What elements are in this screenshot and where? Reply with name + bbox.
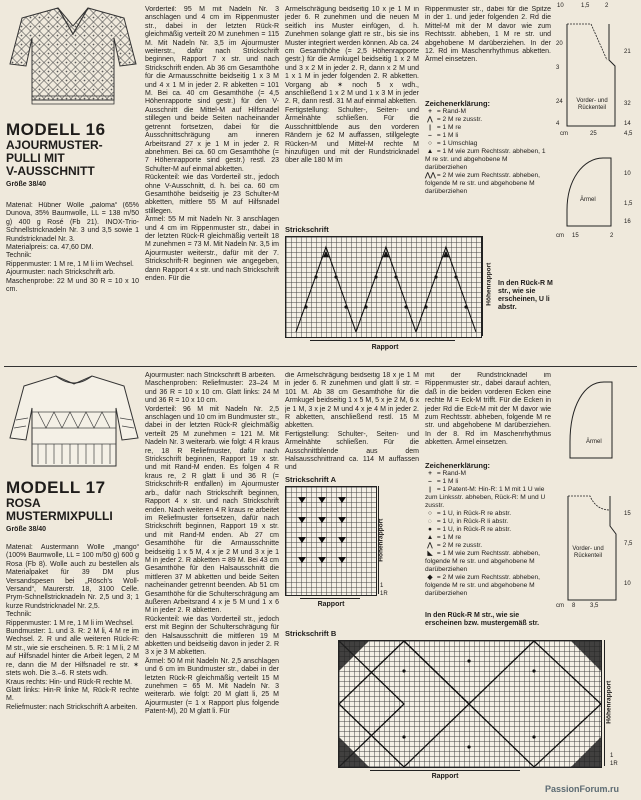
m16-legend-symbol: – — [428, 132, 432, 140]
chart-a-grid — [285, 486, 377, 596]
chart-b-rapport-line — [370, 770, 520, 771]
m17-legend-item — [425, 518, 551, 526]
schematic-17-sleeve-label: Ärmel — [586, 439, 602, 445]
m17-legend-text: = Rand-M — [435, 470, 466, 478]
m17-legend-symbol: ⋀ — [427, 542, 433, 550]
dim-16-bottom-c: 4,5 — [624, 131, 633, 137]
dim-17-c: 15 — [624, 511, 631, 517]
chart-b-hoehen-label: Höhenrapport — [605, 680, 613, 724]
m17-legend-symbol: ◆ — [427, 574, 433, 582]
m17-legend-item — [425, 486, 551, 510]
m17-legend-item — [425, 478, 551, 486]
m16-legend-symbol: ⋀⋀ — [425, 172, 436, 180]
model-16-col3: Ärmelschrägung beidseitig 10 x je 1 M in jeder 6. R zunehmen und die neuen M seitlich ins Muster einfügen, d. h. Zunehmen solange glatt re str., bis sie ins Muster integriert werden können. Ab ca. 24 cm Gesamthöhe (= 2,5 Höhenrapporte gestr.) für die Armkugel beidseitig 1 x 2 M und 3 x 2 M in jeder 2. R, dann x 2 M und 1 x 1 M in jeder folgenden 2. R abketten. Vorgang ab ✶ noch 5 x wdh., anschließend 1 x 2 M und 1 x 3 M in jeder 2. R, dann restl. 31 M auf einmal abketten. Fertigstellung: Schulter-, Seiten- und Ärmelnähte schließen. Für die Ausschnittblende aus den vorderen Rändern je 62 M auffassen, stillgelegte Rücken-M und Mittel-M rechte M hinzufügen und mit der Rundstricknadel über alle 180 M im — [285, 6, 419, 165]
dim-16-right-c: 14 — [624, 121, 631, 127]
dim-17-e: 10 — [624, 581, 631, 587]
m16-legend-item — [425, 116, 551, 124]
model-16-col1: Material: Hübner Wolle „paloma“ (65% Dunova, 35% Baumwolle, LL = 138 m/50 g) 400 g Rosé (Fb 21). INOX-Trio-Schnellstricknadeln Nr. 3 und 3,5 sowie 1 Rundstricknadel Nr. 3. Materialpreis: ca. 47,60 DM. Technik: Rippenmuster: 1 M re, 1 M li im Wechsel. Ajourmuster: nach Strickschrift arb. Maschenprobe: 22 M und 30 R = 10 x 10 cm. — [6, 202, 139, 294]
m17-legend-symbol: ◣ — [427, 550, 433, 558]
m17-legend-symbol: ○ — [428, 510, 432, 518]
dim-16-sleeve-b: 2 — [610, 233, 614, 239]
chart-a-rapport-line — [300, 598, 360, 599]
chart-16-title: Strickschrift — [285, 225, 329, 234]
chart-16-note: In den Rück-R M str., wie sie erscheinen, U li abstr. — [498, 280, 553, 311]
m16-legend-text: = 1 M wie zum Rechtsstr. abheben, 1 M re str. und abgehobene M darüberziehen — [425, 148, 546, 172]
model-17-legend — [425, 462, 551, 598]
model-16-legend — [425, 100, 551, 196]
m17-legend-symbol: ◌ — [428, 518, 432, 526]
dim-16-sleeve-c: 10 — [624, 171, 631, 177]
chart-b-row-1r: 1R — [610, 761, 618, 767]
chart-16-grid — [285, 236, 482, 338]
model-17-col3: die Ärmelschrägung beidseitig 18 x je 1 M in jeder 6. R zunehmen und glatt li str. = 101 M. Ab 38 cm Gesamthöhe für die Armkugel beidseitig 1 x 5 M, 5 x je 2 M, 6 x je 1 M, 3 x je 2 M und 4 x je 4 M in jeder 2. R abketten, anschließend restl. 15 M abketten. Fertigstellung: Schulter-, Seiten- und Ärmelnähte schließen. Für die Ausschnittblende aus dem Halsausschnittrand ca. 114 M auffassen und — [285, 372, 419, 472]
dim-16-sleeve-e: 16 — [624, 219, 631, 225]
dim-16-side-c: 24 — [556, 99, 563, 105]
chart-a-hoehen-label: Höhenrapport — [377, 518, 385, 562]
chart-16-rapport-line — [310, 340, 455, 341]
m16-legend-text: = 2 M re zusstr. — [435, 116, 483, 124]
m17-legend-item — [425, 574, 551, 598]
model-17-col2: Ajourmuster: nach Strickschrift B arbeiten. Maschenproben: Reliefmuster: 23–24 M und 36 R = 10 x 10 cm. Glatt links: 24 M und 36 R = 10 x 10 cm. Vorderteil: 96 M mit Nadeln Nr. 2,5 anschlagen und 10 cm im Bundmuster str., dabei in der letzten Rück-R gleichmäßig verteilt 25 M zunehmen = 121 M. Mit Nadeln Nr. 3 weiterarb. wie folgt: 4 R kraus re, 18 R Reliefmuster, dafür nach Strickschrift beginnen, Rapport 19 x str. und mit Rand-M enden. Es folgen 4 R kraus re, 2 R glatt li und 36 R (= Strickschrift-R entfallen) im Ajourmuster arb., dafür nach Strickschrift beginnen, Rapport 4 x str. und nach Strickschrift enden. Nach weiteren 4 R kraus re arbeitet im Reliefmuster fortsetzen, dafür nach Strickschrift beginnen, Rapport 19 x str. und mit Rand-M enden. Ab 27 cm Gesamthöhe für die Armausschnitte beidseitig 1 x 5 M, 4 x je 2 M und 3 x je 1 M in jeder 2. R abketten = 89 M. Bei 43 cm Gesamthöhe für den Halsausschnitt die mittleren 37 M abketten und beide Seiten nacheinander getrennt beenden. Ab 51 cm Gesamthöhe für die Schulterschrägung am äußeren Arbeitsrand 4 x je 5 M und 1 x 6 M in jeder 2. R abketten. Rückenteil: wie das Vorderteil str., jedoch erst mit Beginn der Schulterschrägung für den Halsausschnitt die mittleren 19 M abketten und beidseitig davon in jeder 2. R 3 x je 3 M abketten. Ärmel: 50 M mit Nadeln Nr. 2,5 anschlagen und 6 cm im Bundmuster str., dabei in der letzten Rück-R gleichmäßig verteilt 15 M zunehmen = 65 M. Mit Nadeln Nr. 3 weiterarb. wie folgt: 20 M glatt li, 25 M Ajourmuster (= 1 x Rapport plus folgende Patent-M), 20 M glatt li. Für — [145, 372, 279, 716]
m17-legend-item — [425, 510, 551, 518]
chart-16-rapport-label: Rapport — [371, 344, 399, 351]
model-17-col1: Material: Austermann Wolle „mango“ (100% Baumwolle, LL = 100 m/50 g) 600 g Rosa (Fb 8). Wolle auch zu bestellen als Materialpaket für 39 DM plus Versandspesen bei „Rösch's Woll-Versand“, Maurerstr. 18, 3100 Celle. Prym-Schnellstricknadeln Nr. 2,5 und 3; 1 kurze Rundstricknadel Nr. 2,5. Technik: Rippenmuster: 1 M re, 1 M li im Wechsel. Bundmuster: 1. und 3. R: 2 M li, 4 M re im Wechsel. 2. R und alle weiteren Rück-R: M str., wie sie erscheinen. 5. R: 1 M li, 2 M auf Hilfsnadel hinter die Arbeit legen, 2 M re, dann die M der Hilfsnadel re str. ✶ stets woh. Die 3.–6. R stets wdh. Kraus rechts: Hin- und Rück-R rechte M. Glatt links: Hin-R linke M, Rück-R rechte M. Reliefmuster: nach Strickschrift A arbeiten. — [6, 544, 139, 711]
schematic-16-front-label: Vorder- und Rückenteil — [576, 98, 608, 111]
model-16-subtitle-2: PULLI MIT — [6, 151, 65, 165]
m16-legend-item — [425, 124, 551, 132]
model-16-title: MODELL 16 — [6, 120, 106, 139]
model-16-subtitle-1: AJOURMUSTER- — [6, 138, 103, 152]
m16-legend-item — [425, 172, 551, 196]
dim-16-right-b: 32 — [624, 101, 631, 107]
legend-17-title: Zeichenerklärung: — [425, 461, 491, 470]
m17-legend-symbol: ● — [428, 526, 432, 534]
dim-17-d: 7,5 — [624, 541, 633, 547]
m17-legend-text: = 1 M re — [435, 534, 462, 542]
model-16-subtitle-3: V-AUSSCHNITT — [6, 164, 95, 178]
schematic-16-sleeve-label: Ärmel — [580, 197, 596, 203]
dim-16-top-a: 10 — [557, 3, 564, 9]
m17-legend-symbol: | — [429, 486, 431, 494]
dim-16-top-c: 2 — [605, 3, 609, 9]
chart-b-title: Strickschrift B — [285, 629, 337, 638]
m16-legend-text: = 2 M wie zum Rechtsstr. abheben, folgende M re str. und abgehobene M darüberziehen — [425, 172, 541, 196]
chart-a-rapport-label: Rapport — [317, 601, 345, 608]
m16-legend-text: = 1 M re — [435, 124, 462, 132]
m16-legend-symbol: + — [428, 108, 432, 116]
model-16-col2: Vorderteil: 95 M mit Nadeln Nr. 3 anschlagen und 4 cm im Rippenmuster str., dabei in der letzten Rück-R gleichmäßig verteilt 20 M zunehmen = 115 M. Mit Nadeln Nr. 3,5 im Ajourmuster weiterstr., dafür nach Strickschrift beginnen, Rapport 7 x str. und nach Strickschrift enden. Ab 36 cm Gesamthöhe für die Armausschnitte beidseitig 1 x 3 M und 4 x 1 M in jeder 2. R abketten = 101 M. Bei ca. 40 cm Gesamthöhe (= 4,5 Höhenrapporte sind gestr.) für den V-Ausschnitt die Mittel-M auf Hilfsnadel stillegen und beide Seiten nacheinander getrennt fortsetzen, dabei für die Ausschnittschrägung am inneren Arbeitsrand 27 x je 1 M in jeder 2. R abnehmen. Bei ca. 60 cm Gesamthöhe (= 7 Höhenrapporte sind gestr.) restl. 23 Schulter-M auf einmal abketten. Rückenteil: wie das Vorderteil str., jedoch ohne V-Ausschnitt, d. h. bei ca. 60 cm Gesamthöhe beidseitig je 23 Schulter-M abketten, mittlere 55 M auf Hilfsnadel stillegen. Ärmel: 55 M mit Nadeln Nr. 3 anschlagen und 4 cm im Rippenmuster str., dabei in der letzten Rück-R gleichmäßig verteilt 18 M zunehmen = 73 M. Mit Nadeln Nr. 3,5 im Ajourmuster weiterstr., dafür mit der 7. Strickschrift-R beginnen wie angegeben, dann Rapport 4 x str. und nach Strickschrift enden. Für die — [145, 6, 279, 282]
model-17-col4: mit der Rundstricknadel im Rippenmuster str., dabei darauf achten, daß in die beiden vorderen Ecken eine rechte M = Eck-M trifft. Für die Ecken in jeder Rd die Eck-M mit der M davor wie zum Rechtsstr. abheben, folgende M re str. und abgehobene M darüberziehen. In der 8. Rd im Maschenrhythmus abketten. Ärmel einsetzen. — [425, 372, 551, 447]
dim-17-a: 8 — [572, 603, 576, 609]
m16-legend-symbol: ▲ — [426, 148, 434, 156]
chart-a-title: Strickschrift A — [285, 475, 336, 484]
m16-legend-item — [425, 132, 551, 140]
m16-legend-text: = 1 Umschlag — [435, 140, 478, 148]
m17-legend-text: = 2 M wie zum Rechtsstr. abheben, folgende M re str. und abgehobene M darüberziehen — [425, 574, 541, 598]
dim-16-sleeve-unit: cm — [556, 233, 564, 239]
chart-b-row-1: 1 — [610, 753, 614, 759]
schematic-17-front-label: Vorder- und Rückenteil — [572, 546, 604, 559]
chart-16-hoehen-label: Höhenrapport — [485, 262, 493, 306]
m17-legend-symbol: – — [428, 478, 432, 486]
chart-b-grid — [338, 640, 602, 768]
model-17-size: Größe 38/40 — [6, 526, 47, 533]
dim-16-right-a: 21 — [624, 49, 631, 55]
watermark: PassionForum.ru — [545, 784, 620, 794]
dim-16-side-a: 20 — [556, 41, 563, 47]
dim-17-b: 3,5 — [590, 603, 599, 609]
model-17-subtitle-2: MUSTERMIXPULLI — [6, 509, 113, 523]
m17-legend-text: = 1 U, in Rück-R re abstr. — [435, 526, 512, 534]
model-17-subtitle-1: ROSA — [6, 496, 41, 510]
section-divider — [4, 366, 637, 367]
m17-legend-item — [425, 550, 551, 574]
m16-legend-symbol: ⋀ — [427, 116, 433, 124]
model-17-title: MODELL 17 — [6, 478, 106, 497]
m16-legend-item — [425, 140, 551, 148]
chart-a-row-1r: 1R — [380, 591, 388, 597]
m16-legend-item — [425, 148, 551, 172]
m17-legend-text: = 1 M wie zum Rechtsstr. abheben, folgende M re str. und abgehobene M darüberziehen — [425, 550, 541, 574]
dim-16-sleeve-d: 1,5 — [624, 201, 633, 207]
dim-16-bottom-width: 25 — [590, 131, 597, 137]
model-16-size: Größe 38/40 — [6, 181, 47, 188]
dim-16-side-d: 4 — [556, 121, 560, 127]
sweater-17-illustration — [8, 372, 140, 476]
chart-17-note: In den Rück-R M str., wie sie erscheinen bzw. mustergemäß str. — [425, 612, 540, 627]
chart-a-row-1: 1 — [380, 583, 384, 589]
dim-16-bottom-unit: cm — [560, 131, 568, 137]
m17-legend-text: = 2 M re zusstr. — [435, 542, 483, 550]
m17-legend-symbol: ▲ — [426, 534, 434, 542]
m17-legend-symbol: + — [428, 470, 432, 478]
m17-legend-item — [425, 542, 551, 550]
m17-legend-item — [425, 526, 551, 534]
dim-16-side-b: 3 — [556, 65, 560, 71]
dim-16-top-b: 1,5 — [581, 3, 590, 9]
dim-17-unit: cm — [556, 603, 564, 609]
sweater-16-illustration — [8, 4, 138, 112]
chart-b-rapport-label: Rapport — [431, 773, 459, 780]
m16-legend-symbol: | — [429, 124, 431, 132]
model-16-col4: Rippenmuster str., dabei für die Spitze in der 1. und jeder folgenden 2. Rd die Mittel-M mit der M davor wie zum Rechtsstr. abheben, 1 M re str. und abgehobene M darüberziehen. In der 12. Rd im Maschenrhythmus abketten. Ärmel einsetzen. — [425, 6, 551, 64]
dim-16-sleeve-width: 15 — [572, 233, 579, 239]
m17-legend-text: = 1 U, in Rück-R re abstr. — [435, 510, 512, 518]
m17-legend-text: = 1 U, in Rück-R li abstr. — [435, 518, 509, 526]
m16-legend-text: = 1 M li — [435, 132, 459, 140]
m17-legend-item — [425, 470, 551, 478]
m17-legend-text: = 1 M li — [435, 478, 459, 486]
m17-legend-text: = 1 Patent-M: Hin-R: 1 M mit 1 U wie zum Linksstr. abheben, Rück-R: M und U zusstr. — [425, 486, 546, 510]
m16-legend-symbol: ○ — [428, 140, 432, 148]
schematic-16-sleeve — [553, 150, 639, 246]
legend-16-title: Zeichenerklärung: — [425, 99, 491, 108]
m16-legend-text: = Rand-M — [435, 108, 466, 116]
schematic-17-sleeve — [556, 372, 638, 464]
